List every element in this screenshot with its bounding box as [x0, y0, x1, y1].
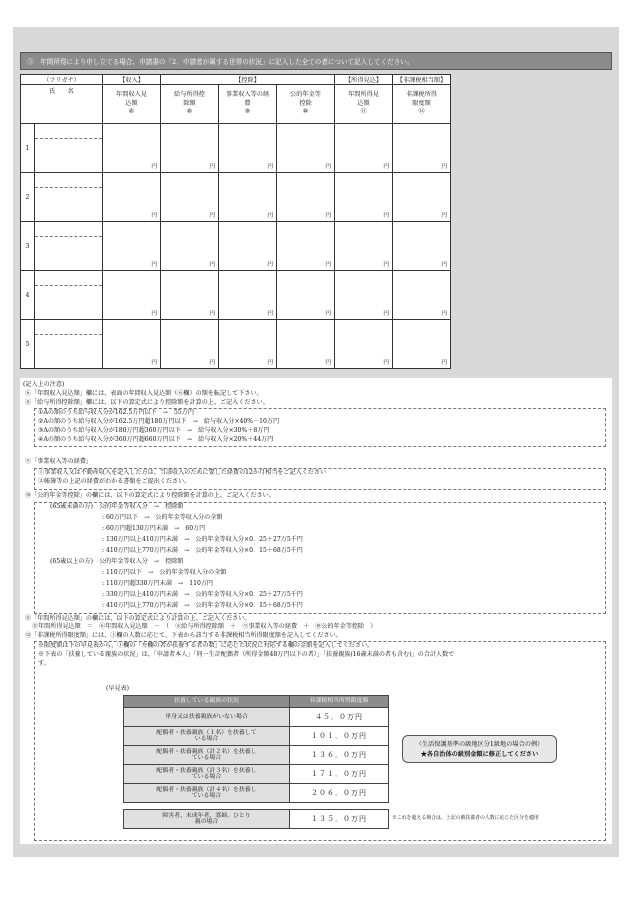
note-9-item: ②帳簿等の上記の経費がわかる書類をご提出ください。: [38, 478, 191, 485]
row-number: 2: [21, 173, 35, 222]
tax-exempt-limit-field[interactable]: 円: [393, 173, 451, 222]
annual-income-estimate-field[interactable]: 円: [335, 320, 393, 369]
pension-deduction-field[interactable]: 円: [277, 320, 335, 369]
quick-row-value: ４５．０万円: [290, 708, 389, 727]
notes-section: [20, 378, 612, 844]
note-10-item: : 410万円以上770万円未満 → 公的年金等収入分×0．15＋68万5千円: [102, 547, 303, 554]
salary-deduction-field[interactable]: 円: [161, 222, 219, 271]
note-12-a: ※限度額は下の早見表から、①欄の「左欄の者が扶養する者の数」に応じた状況に対応する欄の金額を記入してください。: [38, 642, 374, 649]
salary-deduction-field[interactable]: 円: [161, 271, 219, 320]
row-number: 5: [21, 320, 35, 369]
quick-row: [124, 784, 389, 803]
note-10-item: : 110万円以下 → 公的年金等収入分の全額: [102, 569, 227, 576]
business-expense-field[interactable]: 円: [219, 320, 277, 369]
note-10-item: : 410万円以上770万円未満 → 公的年金等収入分×0．15＋68万5千円: [102, 602, 303, 609]
table-row: [21, 320, 451, 369]
section-banner: ③ 年間所得により申し立てる場合、申請書の「2．申請者が属する世帯の状況」に記入した全ての者について記入してください。: [20, 52, 612, 70]
table-row: [21, 222, 451, 271]
income-table: [20, 74, 451, 369]
table-row: [21, 271, 451, 320]
name-field[interactable]: [35, 124, 103, 173]
salary-deduction-field[interactable]: 円: [161, 173, 219, 222]
name-field[interactable]: [35, 320, 103, 369]
quick-extra-label: 障害者、未成年者、寡婦、ひとり親の場合: [124, 810, 290, 829]
annual-income-estimate-field[interactable]: 円: [335, 222, 393, 271]
note-9-item: ①事業収入又は不動産収入を記入した方は、当該収入のために要した経費の12か月相当をご記入ください: [38, 469, 327, 476]
col-header-business-expense: 事業収入等の経費 ⑨: [219, 85, 277, 124]
note-8-item: ④Aの額のうち給与収入分が360万円超660万円以下 → 給与収入分×20%＋44万円: [38, 436, 274, 443]
quick-row-label: 単身又は扶養親族がいない場合: [124, 708, 290, 727]
quick-row: [124, 765, 389, 784]
annual-income-field[interactable]: 円: [103, 124, 161, 173]
quick-extra-value: １３５．０万円: [290, 810, 389, 829]
note-11: ⑪「年間所得見込額」の欄には、以下の算定式により計算の上、ご記入ください。: [25, 615, 251, 622]
note-10-under65: (65歳未満の方) 公的年金等収入分 → 控除額: [50, 503, 184, 510]
quick-row-value: １７１．０万円: [290, 765, 389, 784]
annual-income-field[interactable]: 円: [103, 320, 161, 369]
row-number: 1: [21, 124, 35, 173]
name-field[interactable]: [35, 271, 103, 320]
business-expense-field[interactable]: 円: [219, 124, 277, 173]
annual-income-field[interactable]: 円: [103, 222, 161, 271]
example-notice-line2: ★各自治体の級別金額に修正してください: [420, 751, 539, 758]
quick-row-label: 配偶者・扶養親族（計２名）を扶養している場合: [124, 746, 290, 765]
col-header-tax-exempt-limit: 非課税所得限度額 ⑫: [393, 85, 451, 124]
note-8: ⑧「給与所得控除額」欄には、以下の算定式により控除額を計算の上、ご記入ください。: [25, 399, 269, 406]
deduction-group-header: 【控除】: [161, 75, 335, 85]
annual-income-field[interactable]: 円: [103, 173, 161, 222]
furigana-header: （フリガナ）: [21, 75, 103, 85]
quick-row-value: １３６．０万円: [290, 746, 389, 765]
tax-exempt-limit-field[interactable]: 円: [393, 124, 451, 173]
name-header: 氏 名: [21, 85, 103, 124]
salary-deduction-field[interactable]: 円: [161, 124, 219, 173]
pension-deduction-field[interactable]: 円: [277, 124, 335, 173]
note-8-item: ①Aの額のうち給与収入分が162.5万円以下 → 55万円: [38, 409, 194, 416]
notes-title: (記入上の注意): [23, 381, 65, 388]
row-number: 4: [21, 271, 35, 320]
income-group-header: 【収入】: [103, 75, 161, 85]
quick-row-label: 配偶者・扶養親族（計４名）を扶養している場合: [124, 784, 290, 803]
tax-exempt-limit-field[interactable]: 円: [393, 271, 451, 320]
note-10-item: : 330万円以上410万円未満 → 公的年金等収入分×0．25＋27万5千円: [102, 591, 303, 598]
business-expense-field[interactable]: 円: [219, 271, 277, 320]
col-header-pension-deduction: 公的年金等控除 ⑩: [277, 85, 335, 124]
note-9: ⑨「事業収入等の経費」: [25, 458, 93, 465]
annual-income-estimate-field[interactable]: 円: [335, 173, 393, 222]
example-notice-line1: （生活保護基準の級地区分1級地の場合の例）: [415, 741, 544, 748]
tax-exempt-limit-field[interactable]: 円: [393, 320, 451, 369]
col-header-annual-income: 年間収入見込額 ⑥: [103, 85, 161, 124]
pension-deduction-field[interactable]: 円: [277, 222, 335, 271]
business-expense-field[interactable]: 円: [219, 173, 277, 222]
tax-exempt-limit-field[interactable]: 円: [393, 222, 451, 271]
note-10-item: : 130万円以上410万円未満 → 公的年金等収入分×0．25＋27万5千円: [102, 536, 303, 543]
annual-income-estimate-field[interactable]: 円: [335, 271, 393, 320]
tax-exempt-group-header: 【非課税相当額】: [393, 75, 451, 85]
note-6: ⑥「年間収入見込額」欄には、表面の年間収入見込額（⑥欄）の額を転記して下さい。: [25, 390, 263, 397]
income-table-container: [20, 74, 450, 368]
quick-table-title: (早見表): [106, 685, 130, 692]
note-12-c: す。: [38, 660, 50, 667]
row-number: 3: [21, 222, 35, 271]
annual-income-field[interactable]: 円: [103, 271, 161, 320]
note-12-b: ※下表の「扶養している親族の状況」は、「申請者本人」「同一生計配偶者（所得金額48万円以下の者）」「扶養親族(16歳未満の者も含む)」の合計人数で: [38, 651, 455, 658]
quick-header-status: 扶養している親族の状況: [124, 696, 290, 708]
quick-row-label: 配偶者・扶養親族（１名）を扶養している場合: [124, 727, 290, 746]
table-row: [21, 173, 451, 222]
pension-deduction-field[interactable]: 円: [277, 173, 335, 222]
quick-row: [124, 708, 389, 727]
quick-header-limit: 非課税相当所得限度額: [290, 696, 389, 708]
business-expense-field[interactable]: 円: [219, 222, 277, 271]
quick-reference-table: [123, 695, 389, 829]
estimated-income-group-header: 【所得見込】: [335, 75, 393, 85]
table-row: [21, 124, 451, 173]
quick-row: [124, 746, 389, 765]
quick-row-extra: [124, 810, 389, 829]
quick-row-label: 配偶者・扶養親族（計３名）を扶養している場合: [124, 765, 290, 784]
quick-row-value: １０１．０万円: [290, 727, 389, 746]
note-10-over65: (65歳以上の方) 公的年金等収入分 → 控除額: [50, 558, 184, 565]
note-10: ⑩「公的年金等控除」の欄には、以下の算定式により控除額を計算の上、ご記入ください。: [25, 492, 275, 499]
note-8-item: ③Aの額のうち給与収入分が180万円超360万円以下 → 給与収入分×30%＋8万円: [38, 427, 270, 434]
col-header-annual-income-estimate: 年間所得見込額 ⑪: [335, 85, 393, 124]
quick-row: [124, 727, 389, 746]
quick-row-value: ２０６．０万円: [290, 784, 389, 803]
annual-income-estimate-field[interactable]: 円: [335, 124, 393, 173]
note-10-item: : 60万円超130万円未満 → 60万円: [102, 525, 206, 532]
example-notice-box: [402, 735, 557, 763]
note-8-item: ②Aの額のうち給与収入分が162.5万円超180万円以下 → 給与収入分×40%－10万円: [38, 418, 280, 425]
pension-deduction-field[interactable]: 円: [277, 271, 335, 320]
note-10-item: : 60万円以下 → 公的年金等収入分の全額: [102, 514, 223, 521]
note-11-formula: ⑪年間所得見込額 ＝ ⑥年間収入見込額 － （ ⑧給与所得控除額 ＋ ⑨事業収入等の経費 ＋ ⑩公的年金等控除 ）: [32, 623, 377, 630]
col-header-salary-deduction: 給与所得控除額 ⑧: [161, 85, 219, 124]
note-12: ⑫「非課税所得限度額」には、①欄の人数に応じて、下表から該当する非課税相当所得限度額を記入してください。: [25, 632, 342, 639]
name-field[interactable]: [35, 222, 103, 271]
note-10-item: : 110万円超330万円未満 → 110万円: [102, 580, 214, 587]
extra-note: ※これを超える場合は、上記の被扶養者の人数に応じた区分を適用: [392, 815, 539, 821]
name-field[interactable]: [35, 173, 103, 222]
salary-deduction-field[interactable]: 円: [161, 320, 219, 369]
